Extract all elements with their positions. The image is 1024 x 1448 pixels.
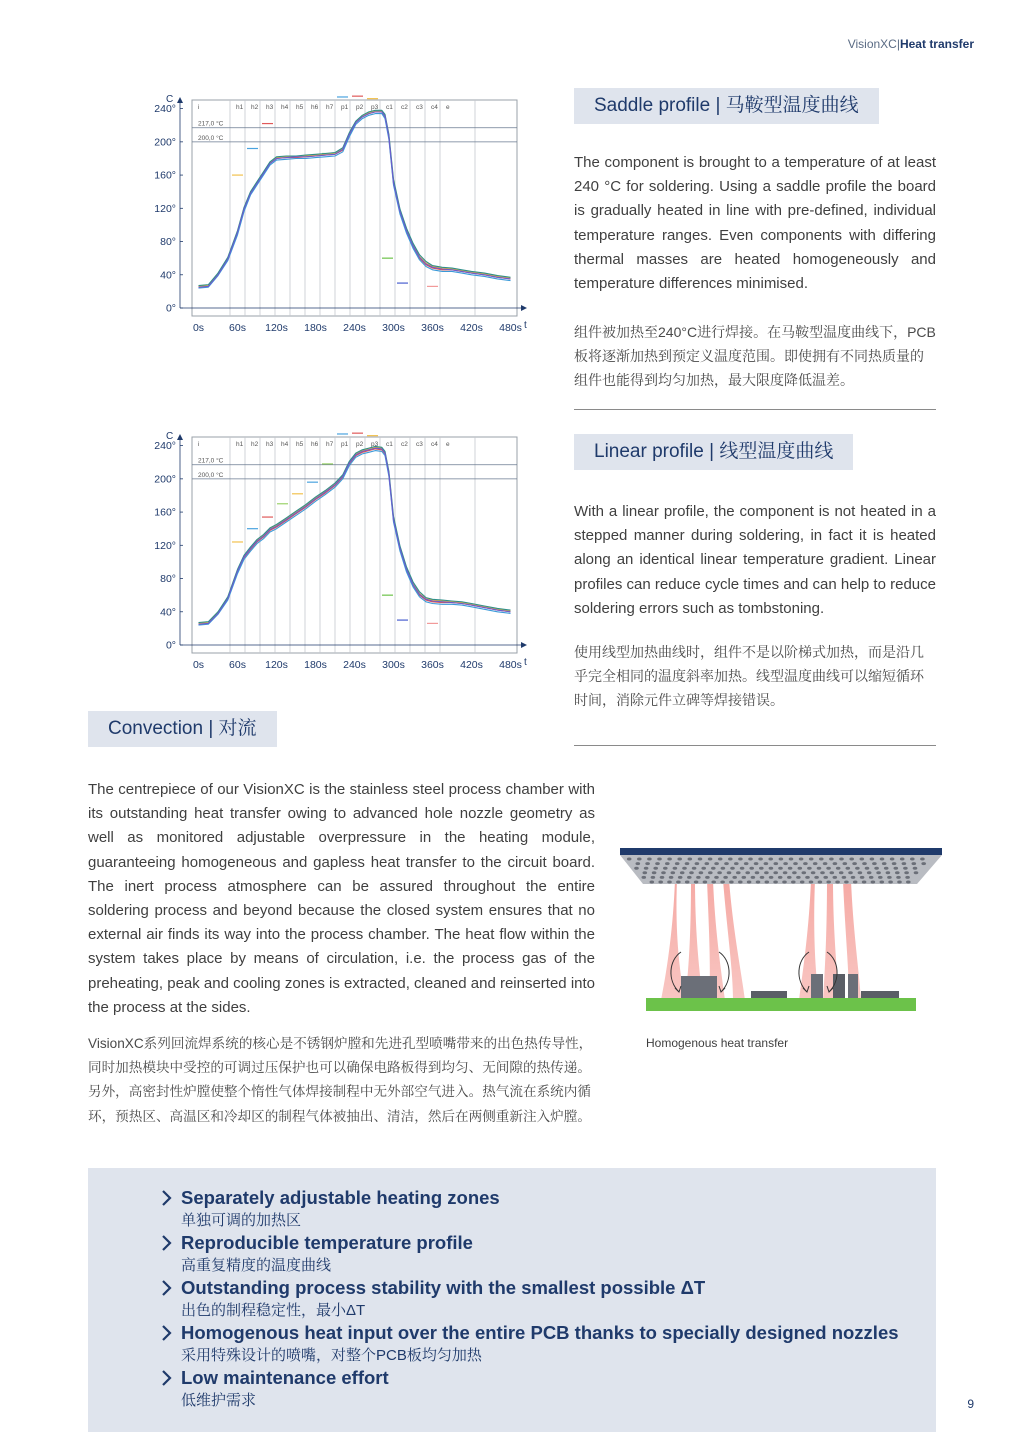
feature-subtitle-cn: 低维护需求: [181, 1392, 257, 1409]
zone-label: h4: [281, 104, 289, 111]
component: [833, 974, 845, 998]
zone-label: e: [446, 441, 450, 448]
x-tick-label: 300s: [382, 322, 405, 334]
y-tick-label: 240°: [154, 103, 176, 116]
x-axis-label: t: [524, 657, 527, 668]
zone-label: h3: [266, 104, 274, 111]
convection-text-cn: VisionXC系列回流焊系统的核心是不锈钢炉膛和先进孔型喷嘴带来的出色热传导性，同时加热模块中受控的可调过压保护也可以确保电路板得到均匀、无间隙的热传递。另外，高密封性炉膛使整个惰性气体焊接制程中无外部空气进入。热气流在系统内循环，预热区、高温区和冷却区的制程气体被抽出、清洁，然后在两侧重新注入炉膛。: [88, 1036, 593, 1124]
plot-area: [192, 100, 517, 316]
component: [681, 976, 717, 998]
saddle-profile-text-en: The component is brought to a temperature of at least 240 °C for soldering. Using a saddle profile the board is gradually heated in line with pre-defined, individual temperature ranges. Even components with differing thermal masses are heated homogeneously and temperature differences minimised.: [574, 154, 936, 293]
linear-profile-text-en: With a linear profile, the component is not heated in a stepped manner during soldering, in fact it is heated along an identical linear temperature gradient. Linear profiles can reduce cycle times and can help to reduce soldering errors such as tombstoning.: [574, 503, 936, 617]
y-axis-arrow: [177, 434, 183, 440]
chevron-right-icon: [160, 1276, 174, 1300]
x-tick-label: 180s: [304, 659, 327, 671]
feature-title: Separately adjustable heating zones: [181, 1187, 500, 1208]
x-tick-label: 0s: [192, 322, 205, 334]
x-tick-label: 480s: [499, 322, 522, 334]
zone-label: i: [198, 441, 200, 448]
heat-transfer-illustration: [615, 840, 945, 1020]
saddle-profile-title: Saddle profile | 马鞍型温度曲线: [574, 88, 879, 124]
y-tick-label: 0°: [165, 639, 176, 652]
reference-line-label: 200,0 °C: [198, 471, 224, 479]
x-tick-label: 360s: [421, 659, 444, 671]
zone-label: h1: [236, 441, 244, 448]
y-tick-label: 40°: [160, 606, 176, 619]
x-axis-arrow: [521, 305, 527, 311]
zone-label: c2: [401, 104, 408, 111]
x-tick-label: 60s: [229, 659, 246, 671]
zone-label: p3: [371, 441, 379, 448]
zone-label: c1: [386, 104, 393, 111]
figure-caption: Homogenous heat transfer: [646, 1036, 789, 1050]
zone-label: c3: [416, 104, 423, 111]
feature-title: Homogenous heat input over the entire PCB thanks to specially designed nozzles: [181, 1322, 899, 1343]
zone-label: c4: [431, 441, 438, 448]
y-tick-label: 120°: [154, 539, 176, 552]
feature-title: Reproducible temperature profile: [181, 1232, 473, 1253]
zone-label: h6: [311, 104, 319, 111]
feature-title: Outstanding process stability with the smallest possible ΔT: [181, 1277, 706, 1298]
x-tick-label: 240s: [343, 322, 366, 334]
chevron-right-icon: [160, 1186, 174, 1210]
convection-title: Convection | 对流: [88, 711, 277, 747]
nozzle-plate: [620, 848, 942, 884]
zone-label: c3: [416, 441, 423, 448]
plot-area: [192, 437, 517, 653]
component: [848, 974, 858, 998]
x-tick-label: 0s: [192, 659, 205, 671]
zone-label: h6: [311, 441, 319, 448]
chevron-right-icon: [160, 1321, 174, 1345]
chevron-right-icon: [160, 1366, 174, 1390]
zone-label: p1: [341, 104, 349, 111]
x-axis-label: t: [524, 320, 527, 331]
zone-label: h2: [251, 104, 259, 111]
x-tick-label: 420s: [460, 659, 483, 671]
x-tick-label: 240s: [343, 659, 366, 671]
x-tick-label: 360s: [421, 322, 444, 334]
x-tick-label: 420s: [460, 322, 483, 334]
feature-subtitle-cn: 采用特殊设计的喷嘴，对整个PCB板均匀加热: [181, 1347, 482, 1364]
y-tick-label: 80°: [160, 236, 176, 249]
x-axis-arrow: [521, 642, 527, 648]
zone-label: c2: [401, 441, 408, 448]
y-tick-label: 160°: [154, 169, 176, 182]
component: [751, 991, 787, 998]
component: [811, 974, 823, 998]
zone-label: h5: [296, 104, 304, 111]
header-brand: VisionXC|: [847, 37, 900, 51]
reference-line-label: 217,0 °C: [198, 120, 224, 128]
linear-profile-chart: [150, 429, 540, 679]
y-tick-label: 80°: [160, 573, 176, 586]
y-axis-label: C: [166, 431, 174, 442]
zone-label: h3: [266, 441, 274, 448]
y-axis-arrow: [177, 97, 183, 103]
x-tick-label: 60s: [229, 322, 246, 334]
y-tick-label: 0°: [165, 302, 176, 315]
linear-profile-title: Linear profile | 线型温度曲线: [574, 434, 853, 470]
zone-label: p3: [371, 104, 379, 111]
zone-label: c4: [431, 104, 438, 111]
saddle-profile-text-cn: 组件被加热至240°C进行焊接。在马鞍型温度曲线下，PCB板将逐渐加热到预定义温度范围。即使拥有不同热质量的组件也能得到均匀加热，最大限度降低温差。: [574, 324, 936, 389]
reference-line-label: 200,0 °C: [198, 134, 224, 142]
divider: [574, 745, 936, 746]
x-tick-label: 120s: [265, 659, 288, 671]
zone-label: h5: [296, 441, 304, 448]
header-section: Heat transfer: [899, 37, 974, 51]
zone-label: p2: [356, 441, 364, 448]
feature-subtitle-cn: 单独可调的加热区: [181, 1212, 302, 1229]
feature-title: Low maintenance effort: [181, 1367, 389, 1388]
y-tick-label: 200°: [154, 473, 176, 486]
x-tick-label: 480s: [499, 659, 522, 671]
page-header: [848, 37, 974, 51]
zone-label: h7: [326, 104, 334, 111]
feature-subtitle-cn: 高重复精度的温度曲线: [181, 1257, 332, 1274]
zone-label: h2: [251, 441, 259, 448]
y-tick-label: 240°: [154, 440, 176, 453]
x-tick-label: 180s: [304, 322, 327, 334]
divider: [574, 409, 936, 410]
x-tick-label: 120s: [265, 322, 288, 334]
zone-label: e: [446, 104, 450, 111]
zone-label: h7: [326, 441, 334, 448]
feature-subtitle-cn: 出色的制程稳定性，最小ΔT: [181, 1302, 366, 1319]
reference-line-label: 217,0 °C: [198, 457, 224, 465]
component: [861, 991, 899, 998]
zone-label: i: [198, 104, 200, 111]
saddle-profile-chart: [150, 92, 540, 342]
zone-label: h1: [236, 104, 244, 111]
zone-label: p1: [341, 441, 349, 448]
zone-label: p2: [356, 104, 364, 111]
linear-profile-text-cn: 使用线型加热曲线时，组件不是以阶梯式加热，而是沿几乎完全相同的温度斜率加热。线型温度曲线可以缩短循环时间，消除元件立碑等焊接错误。: [574, 644, 924, 709]
page-number: 9: [967, 1397, 974, 1411]
y-tick-label: 40°: [160, 269, 176, 282]
convection-text-en: The centrepiece of our VisionXC is the stainless steel process chamber with its outstanding heat transfer owing to advanced hole nozzle geometry as well as monitored adjustable overpressure in the heating module, guaranteeing homogeneous and gapless heat transfer to the circuit board. The inert process atmosphere can be assured throughout the entire soldering process and beyond because the closed system ensures that no external air finds its way into the process chamber. The heat flow within the system takes place by means of circulation, i.e. the process gas of the preheating, peak and cooling zones is extracted, cleaned and reinserted into the process at the sides.: [88, 781, 596, 1016]
zone-label: h4: [281, 441, 289, 448]
y-tick-label: 160°: [154, 506, 176, 519]
pcb-board: [646, 998, 916, 1011]
y-axis-label: C: [166, 94, 174, 105]
y-tick-label: 120°: [154, 202, 176, 215]
y-tick-label: 200°: [154, 136, 176, 149]
x-tick-label: 300s: [382, 659, 405, 671]
chevron-right-icon: [160, 1231, 174, 1255]
zone-label: c1: [386, 441, 393, 448]
